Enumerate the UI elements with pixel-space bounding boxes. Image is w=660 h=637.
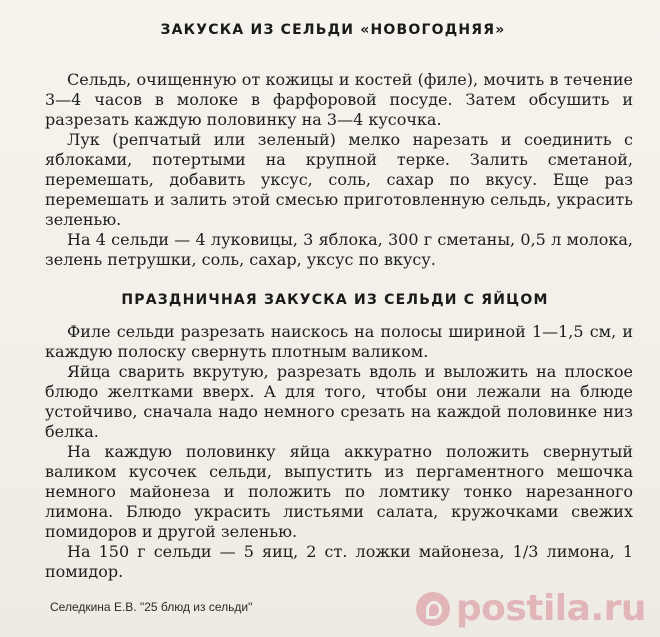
recipe1-ingredients: На 4 сельди — 4 луковицы, 3 яблока, 300 г сметаны, 0,5 л молока, зелень петрушки, соль, сахар, уксус по вкусу. <box>45 230 633 269</box>
postila-watermark <box>416 588 646 629</box>
recipe2-paragraph-1: Филе сельди разрезать наискось на полосы шириной 1—1,5 см, и каждую полоску свернуть плотным валиком. <box>45 322 633 361</box>
recipe-title-novogodnyaya: ЗАКУСКА ИЗ СЕЛЬДИ «НОВОГОДНЯЯ» <box>160 22 506 38</box>
watermark-text: postila.ru <box>455 588 646 629</box>
recipe2-ingredients: На 150 г сельди — 5 яиц, 2 ст. ложки майонеза, 1/3 лимона, 1 помидор. <box>45 542 633 581</box>
postila-logo-icon <box>416 592 450 626</box>
recipe2-paragraph-3: На каждую половинку яйца аккуратно положить свернутый валиком кусочек сельди, выпустить из пергаментного мешочка немного майонеза и положить по ломтику тонко нарезанного лимона. Блюдо украсить листьями салата, кружочками свежих помидоров и другой зеленью. <box>45 442 633 541</box>
recipe-title-prazdnichnaya: ПРАЗДНИЧНАЯ ЗАКУСКА ИЗ СЕЛЬДИ С ЯЙЦОМ <box>121 292 549 308</box>
source-caption: Селедкина Е.В. "25 блюд из сельди" <box>50 600 253 614</box>
recipe-body-prazdnichnaya <box>45 322 633 582</box>
recipe2-paragraph-2: Яйца сварить вкрутую, разрезать вдоль и выложить на плоское блюдо желтками вверх. А для того, чтобы они лежали на блюде устойчиво, сначала надо немного срезать на каждой половинке низ белка. <box>45 362 633 441</box>
recipe1-paragraph-1: Сельдь, очищенную от кожицы и костей (филе), мочить в течение 3—4 часов в молоке в фарфоровой посуде. Затем обсушить и разрезать каждую половинку на 3—4 кусочка. <box>45 70 633 129</box>
recipe1-paragraph-2: Лук (репчатый или зеленый) мелко нарезать и соединить с яблоками, потертыми на крупной терке. Залить сметаной, перемешать, добавить уксус, соль, сахар по вкусу. Еще раз перемешать и залить этой смесью приготовленную сельдь, украсить зеленью. <box>45 130 633 229</box>
recipe-body-novogodnyaya <box>45 70 633 270</box>
